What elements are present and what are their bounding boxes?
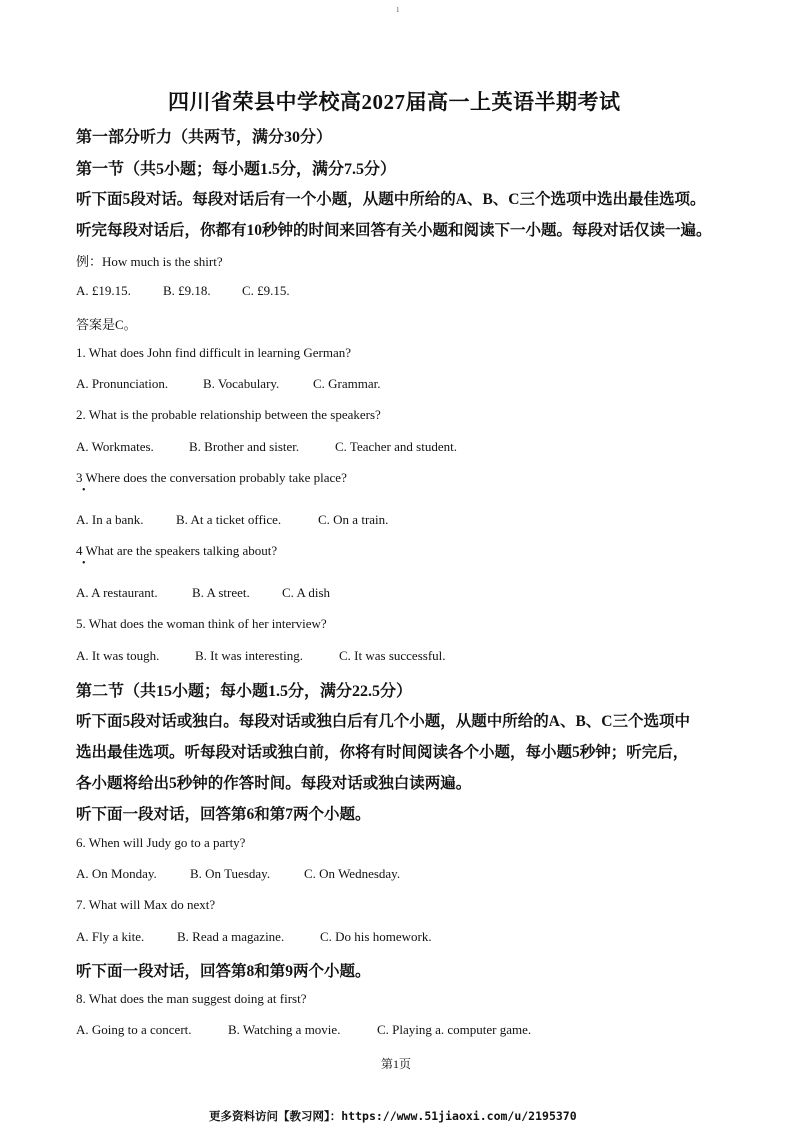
option-b: B. Watching a movie. xyxy=(228,1022,341,1037)
option-b: B. A street. xyxy=(192,585,250,600)
option-c: C. It was successful. xyxy=(339,648,446,663)
option-b: B. £9.18. xyxy=(163,283,211,298)
option-c: C. £9.15. xyxy=(242,283,290,298)
question-1: 1. What does John find difficult in learning German? xyxy=(76,345,351,360)
option-c: C. Do his homework. xyxy=(320,929,432,944)
option-c: C. A dish xyxy=(282,585,331,600)
question-6: 6. When will Judy go to a party? xyxy=(76,835,246,850)
stray-dot: • xyxy=(82,558,86,569)
question-4: 4 What are the speakers talking about? xyxy=(76,543,278,558)
question-3-options xyxy=(76,512,388,528)
question-7-options xyxy=(76,929,432,945)
question-7: 7. What will Max do next? xyxy=(76,897,216,912)
stray-dot: • xyxy=(82,485,86,496)
question-4-options xyxy=(76,585,330,601)
question-6-options xyxy=(76,866,400,882)
option-c: C. On a train. xyxy=(318,512,389,527)
option-b: B. Brother and sister. xyxy=(189,439,300,454)
question-2: 2. What is the probable relationship between the speakers? xyxy=(76,407,381,422)
option-b: B. Read a magazine. xyxy=(177,929,285,944)
option-b: B. On Tuesday. xyxy=(190,866,271,881)
option-c: C. Grammar. xyxy=(313,376,381,391)
option-a: A. It was tough. xyxy=(76,648,160,663)
question-8: 8. What does the man suggest doing at first? xyxy=(76,991,307,1006)
section1-instruction-1: 听下面5段对话。每段对话后有一个小题，从题中所给的A、B、C三个选项中选出最佳选项。 xyxy=(76,191,706,208)
part1-heading: 第一部分听力（共两节，满分30分） xyxy=(76,129,333,146)
option-b: B. At a ticket office. xyxy=(176,512,282,527)
section2-instruction-3: 各小题将给出5秒钟的作答时间。每段对话或独白读两遍。 xyxy=(76,775,472,792)
question-5: 5. What does the woman think of her interview? xyxy=(76,616,327,631)
section1-heading: 第一节（共5小题；每小题1.5分，满分7.5分） xyxy=(76,161,397,178)
page-number: 第1页 xyxy=(381,1057,412,1071)
example-answer: 答案是C。 xyxy=(76,317,137,332)
resource-link[interactable]: 更多资料访问【教习网】：https://www.51jiaoxi.com/u/2195370 xyxy=(209,1109,577,1123)
question-3: 3 Where does the conversation probably take place? xyxy=(76,470,347,485)
option-a: A. In a bank. xyxy=(76,512,144,527)
option-c: C. Teacher and student. xyxy=(335,439,457,454)
section2-instruction-2: 选出最佳选项。听每段对话或独白前，你将有时间阅读各个小题，每小题5秒钟；听完后， xyxy=(76,744,689,761)
section2-instruction-1: 听下面5段对话或独白。每段对话或独白后有几个小题，从题中所给的A、B、C三个选项中 xyxy=(76,713,690,730)
option-a: A. On Monday. xyxy=(76,866,157,881)
option-a: A. £19.15. xyxy=(76,283,131,298)
group-1-heading: 听下面一段对话，回答第6和第7两个小题。 xyxy=(76,806,371,823)
option-a: A. Fly a kite. xyxy=(76,929,145,944)
example-question: 例：How much is the shirt? xyxy=(76,254,223,269)
example-options xyxy=(76,283,290,299)
option-a: A. A restaurant. xyxy=(76,585,158,600)
option-a: A. Workmates. xyxy=(76,439,154,454)
section2-heading: 第二节（共15小题；每小题1.5分，满分22.5分） xyxy=(76,683,413,700)
option-b: B. Vocabulary. xyxy=(203,376,280,391)
question-1-options xyxy=(76,376,381,392)
section1-instruction-2: 听完每段对话后，你都有10秒钟的时间来回答有关小题和阅读下一小题。每段对话仅读一遍。 xyxy=(76,222,712,239)
exam-title: 四川省荣县中学校高2027届高一上英语半期考试 xyxy=(168,90,621,114)
option-c: C. Playing a. computer game. xyxy=(377,1022,532,1037)
option-b: B. It was interesting. xyxy=(195,648,303,663)
option-a: A. Going to a concert. xyxy=(76,1022,192,1037)
question-8-options xyxy=(76,1022,531,1038)
page-marker: 1 xyxy=(396,6,400,14)
option-a: A. Pronunciation. xyxy=(76,376,169,391)
question-5-options xyxy=(76,648,446,664)
question-2-options xyxy=(76,439,457,455)
option-c: C. On Wednesday. xyxy=(304,866,401,881)
group-2-heading: 听下面一段对话，回答第8和第9两个小题。 xyxy=(76,963,371,980)
